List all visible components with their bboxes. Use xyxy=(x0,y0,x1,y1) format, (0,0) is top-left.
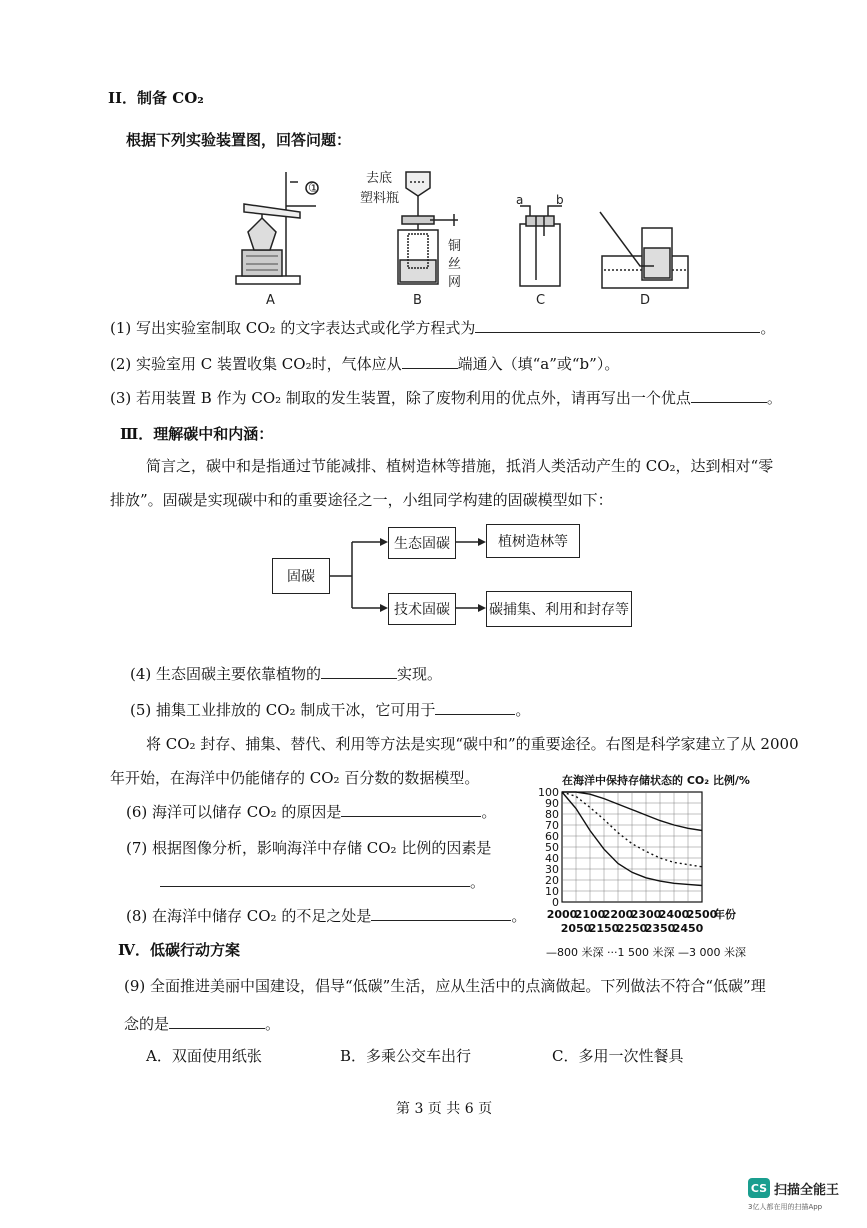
question-6-text: (6) 海洋可以储存 CO₂ 的原因是 xyxy=(126,803,342,821)
chart-x-tick-label: 2000 xyxy=(546,908,578,921)
question-9-line2 xyxy=(124,1014,280,1034)
caption-a: A xyxy=(266,293,275,308)
question-2-text-a: (2) 实验室用 C 装置收集 CO₂时，气体应从 xyxy=(110,355,402,373)
paragraph-1-line1: 简言之，碳中和是指通过节能减排、植树造林等措施，抵消人类活动产生的 CO₂，达到相对“零 xyxy=(146,457,774,475)
stand-base xyxy=(236,276,300,284)
question-4-text-a: (4) 生态固碳主要依靠植物的 xyxy=(130,665,322,683)
app-logo-icon: CS xyxy=(748,1178,770,1198)
question-9-text-a: 念的是 xyxy=(124,1015,170,1033)
chart-y-tick-label: 60 xyxy=(545,830,559,843)
question-4 xyxy=(130,664,442,684)
co2-storage-chart xyxy=(520,770,780,966)
chart-y-tick-label: 50 xyxy=(545,841,559,854)
option-b: B．多乘公交车出行 xyxy=(340,1047,472,1065)
chart-y-tick-label: 20 xyxy=(545,874,559,887)
question-3: (3) 若用装置 B 作为 CO₂ 制取的发生装置，除了废物利用的优点外，请再写出一个优点 。 xyxy=(110,389,782,407)
chart-y-tick-label: 80 xyxy=(545,808,559,821)
chart-x-tick-label-secondary: 2150 xyxy=(588,922,620,935)
app-name: 扫描全能王 xyxy=(774,1183,840,1198)
option-c: C．多用一次性餐具 xyxy=(552,1047,684,1065)
chart-title: 在海洋中保持存储状态的 CO₂ 比例/% xyxy=(562,774,750,787)
answer-blank-6[interactable] xyxy=(341,802,481,817)
alcohol-lamp xyxy=(248,218,276,250)
chart-y-tick-label: 90 xyxy=(545,797,559,810)
bottomless-bottle xyxy=(406,172,430,196)
answer-blank-2[interactable] xyxy=(402,354,458,369)
chart-x-tick-label: 2200 xyxy=(602,908,634,921)
question-5-text-a: (5) 捕集工业排放的 CO₂ 制成干冰，它可用于 xyxy=(130,701,436,719)
answer-blank-7[interactable] xyxy=(160,872,470,887)
caption-c: C xyxy=(536,293,546,308)
answer-blank-9[interactable] xyxy=(169,1014,265,1029)
caption-d: D xyxy=(640,293,651,308)
question-2-text-b: 端通入（填“a”或“b”）。 xyxy=(457,355,620,373)
question-2 xyxy=(110,354,619,374)
chart-x-tick-label-secondary: 2450 xyxy=(672,922,704,935)
jar-c xyxy=(520,224,560,286)
label-bottle-line2: 塑料瓶 xyxy=(360,191,400,206)
question-7 xyxy=(126,838,491,858)
question-7-text: (7) 根据图像分析，影响海洋中存储 CO₂ 比例的因素是 xyxy=(126,839,492,857)
section-heading-4: Ⅳ．低碳行动方案 xyxy=(118,941,241,959)
chart-y-tick-label: 100 xyxy=(538,786,559,799)
chart-x-axis-label: 年份 xyxy=(714,908,736,921)
paragraph-1-line2: 排放”。固碳是实现碳中和的重要途径之一，小组同学构建的固碳模型如下： xyxy=(110,491,613,509)
section-heading-3: Ⅲ．理解碳中和内涵： xyxy=(120,425,274,443)
question-1: (1) 写出实验室制取 CO₂ 的文字表达式或化学方程式为 。 xyxy=(110,319,776,337)
question-5 xyxy=(130,700,530,720)
answer-blank-3[interactable] xyxy=(691,388,767,403)
page-number: 第 3 页 共 6 页 xyxy=(396,1101,493,1117)
wood-block xyxy=(242,250,282,276)
chart-x-tick-label-secondary: 2350 xyxy=(644,922,676,935)
question-5-text-b: 。 xyxy=(515,701,531,719)
diagram-leaf-2: 碳捕集、利用和封存等 xyxy=(486,591,632,627)
chart-x-tick-label-secondary: 2250 xyxy=(616,922,648,935)
chart-x-tick-label: 2300 xyxy=(630,908,662,921)
diagram-branch-2: 技术固碳 xyxy=(388,593,456,625)
paragraph-2-line1: 将 CO₂ 封存、捕集、替代、利用等方法是实现“碳中和”的重要途径。右图是科学家建立了从 2000 xyxy=(146,735,799,753)
apparatus-figure xyxy=(230,160,700,308)
label-a: a xyxy=(516,193,524,207)
chart-legend: —800 米深 ···1 500 米深 —3 000 米深 xyxy=(546,946,746,959)
option-a: A．双面使用纸张 xyxy=(146,1047,262,1065)
chart-y-tick-label: 0 xyxy=(552,896,559,909)
diagram-root: 固碳 xyxy=(272,558,330,594)
answer-blank-1[interactable] xyxy=(475,318,760,333)
caption-b: B xyxy=(413,293,422,308)
chart-y-tick-label: 40 xyxy=(545,852,559,865)
question-8 xyxy=(126,906,526,926)
answer-blank-8[interactable] xyxy=(371,906,511,921)
scanner-app-watermark xyxy=(748,1176,848,1216)
chart-y-tick-label: 10 xyxy=(545,885,559,898)
chart-x-tick-label: 2100 xyxy=(574,908,606,921)
question-4-text-b: 实现。 xyxy=(397,665,443,683)
label-mesh-2: 丝 xyxy=(448,257,462,272)
question-3-text: (3) 若用装置 B 作为 CO₂ 制取的发生装置，除了废物利用的优点外，请再写出一个优点 xyxy=(110,389,691,407)
label-1: ① xyxy=(308,181,320,196)
question-1-text: (1) 写出实验室制取 CO₂ 的文字表达式或化学方程式为 xyxy=(110,319,476,337)
diagram-leaf-1: 植树造林等 xyxy=(486,524,580,558)
label-bottle-line1: 去底 xyxy=(366,171,393,186)
question-8-text-b: 。 xyxy=(511,907,527,925)
section-intro: 根据下列实验装置图，回答问题： xyxy=(126,131,352,149)
question-7-end: 。 xyxy=(470,873,486,891)
question-8-text-a: (8) 在海洋中储存 CO₂ 的不足之处是 xyxy=(126,907,372,925)
question-6: (6) 海洋可以储存 CO₂ 的原因是 。 xyxy=(126,803,497,821)
chart-y-tick-label: 70 xyxy=(545,819,559,832)
chart-y-tick-label: 30 xyxy=(545,863,559,876)
app-tagline: 3亿人都在用的扫描App xyxy=(748,1203,823,1211)
paragraph-2-line2: 年开始，在海洋中仍能储存的 CO₂ 百分数的数据模型。 xyxy=(110,769,480,787)
chart-x-tick-label-secondary: 2050 xyxy=(560,922,592,935)
answer-blank-5[interactable] xyxy=(435,700,515,715)
question-9-text-b: 。 xyxy=(265,1015,281,1033)
diagram-branch-1: 生态固碳 xyxy=(388,527,456,559)
label-b: b xyxy=(556,193,564,207)
chart-x-tick-label: 2500 xyxy=(686,908,718,921)
label-mesh-1: 铜 xyxy=(448,239,462,254)
chart-x-tick-label: 2400 xyxy=(658,908,690,921)
answer-blank-4[interactable] xyxy=(321,664,397,679)
section-heading-2: II．制备 CO₂ xyxy=(108,89,204,107)
question-7-answer-line xyxy=(160,872,485,892)
label-mesh-3: 网 xyxy=(448,275,462,290)
question-9-line1: (9) 全面推进美丽中国建设，倡导“低碳”生活，应从生活中的点滴做起。下列做法不符合“低碳”理 xyxy=(124,977,766,995)
